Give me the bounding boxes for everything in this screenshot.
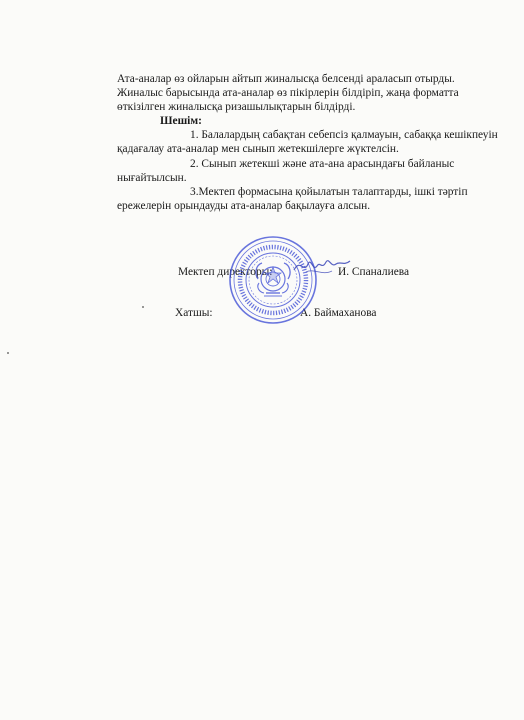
director-signature bbox=[292, 252, 352, 280]
decision-item-3-line-2: ережелерін орындауды ата-аналар бақылауға алсын. bbox=[117, 200, 371, 212]
body-line-3: өткізілген жиналысқа ризашылықтарын білдірді. bbox=[117, 101, 356, 113]
body-line-2: Жиналыс барысында ата-аналар өз пікірлерін білдіріп, жаңа форматта bbox=[117, 87, 459, 99]
scan-speck bbox=[142, 306, 144, 308]
decision-item-3-line-1: 3.Мектеп формасына қойылатын талаптарды, ішкі тәртіп bbox=[190, 186, 468, 198]
decision-item-2-line-2: нығайтылсын. bbox=[117, 172, 187, 184]
director-name: И. Спаналиева bbox=[338, 266, 410, 278]
decision-item-1-line-1: 1. Балалардың сабақтан себепсіз қалмауын, сабаққа кешікпеуін bbox=[190, 129, 498, 141]
body-line-1: Ата-аналар өз ойларын айтып жиналысқа белсенді араласып отырды. bbox=[117, 73, 455, 85]
decision-item-2-line-1: 2. Сынып жетекші және ата-ана арасындағы байланыс bbox=[190, 158, 455, 170]
decision-heading: Шешім: bbox=[160, 115, 202, 127]
secretary-label: Хатшы: bbox=[175, 307, 213, 319]
secretary-name: А. Баймаханова bbox=[300, 307, 377, 319]
director-label: Мектеп директоры: bbox=[178, 266, 273, 278]
scan-speck bbox=[7, 352, 9, 354]
official-stamp bbox=[228, 235, 318, 325]
decision-item-1-line-2: қадағалау ата-аналар мен сынып жетекшілерге жүктелсін. bbox=[117, 143, 399, 155]
